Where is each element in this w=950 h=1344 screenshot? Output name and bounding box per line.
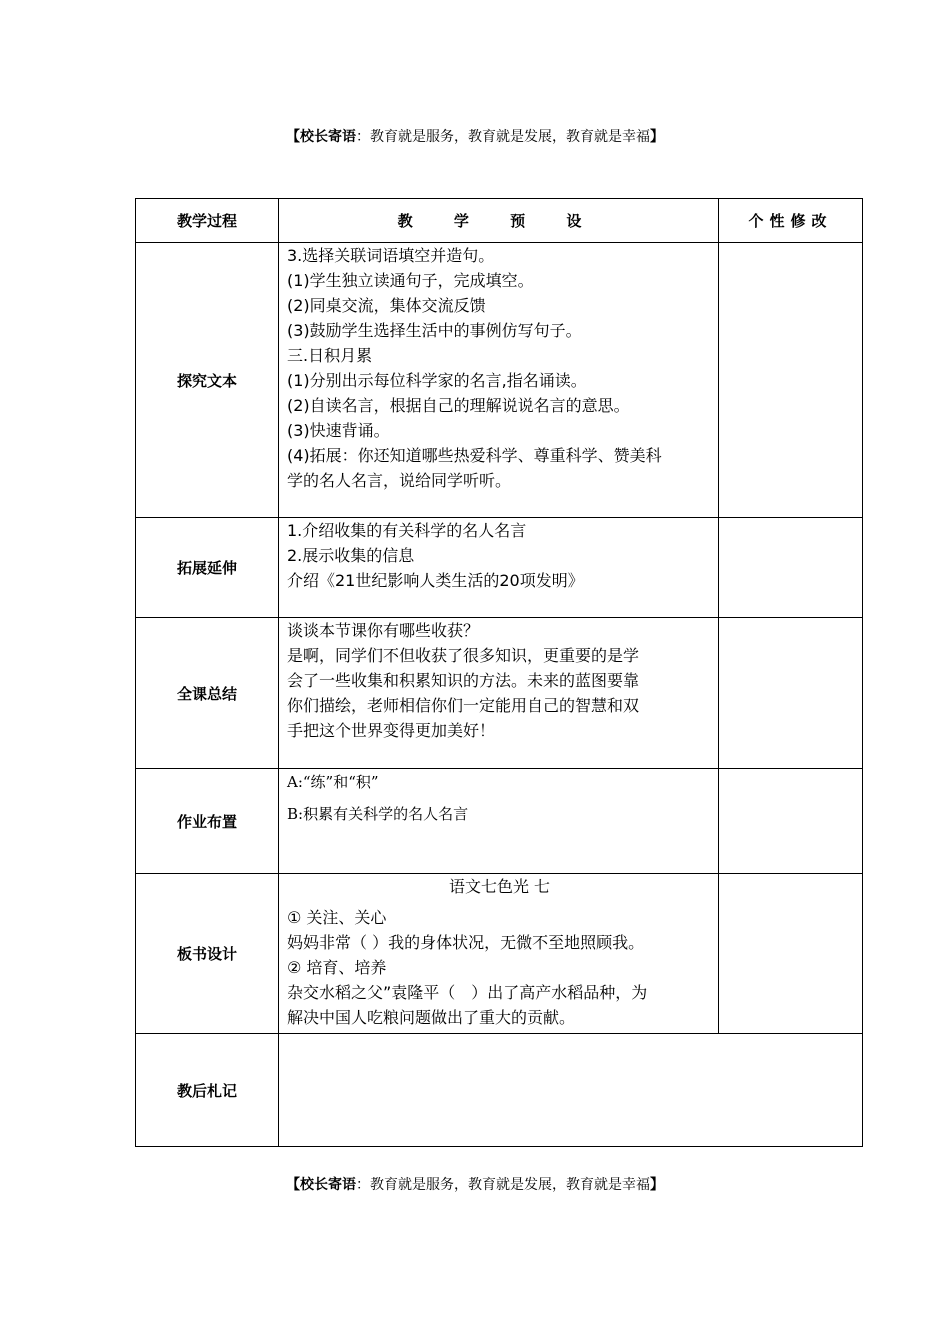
plan-line: 会了一些收集和积累知识的方法。未来的蓝图要靠 [287,671,640,690]
header-plan: 教 学 预 设 [279,199,719,243]
plan-cell [279,243,719,518]
stage-label: 作业布置 [136,769,279,874]
plan-line: 解决中国人吃粮问题做出了重大的贡献。 [287,1008,576,1027]
plan-line: (1)分别出示每位科学家的名言,指名诵读。 [287,371,587,390]
plan-line: 妈妈非常（ ）我的身体状况，无微不至地照顾我。 [287,933,645,952]
revision-cell[interactable] [719,874,863,1034]
plan-line: ② 培育、培养 [287,958,387,977]
plan-line: 介绍《21世纪影响人类生活的20项发明》 [287,571,584,590]
plan-cell [279,618,719,769]
plan-line: (1)学生独立读通句子，完成填空。 [287,271,534,290]
motto-bottom [0,1176,950,1194]
plan-line: (4)拓展：你还知道哪些热爱科学、尊重科学、赞美科 [287,446,662,465]
row-explore-text [136,243,863,518]
row-extension [136,518,863,618]
revision-cell[interactable] [719,518,863,618]
plan-line: (3)快速背诵。 [287,421,390,440]
plan-line: 3.选择关联词语填空并造句。 [287,246,495,265]
row-homework [136,769,863,874]
plan-line: (2)同桌交流，集体交流反馈 [287,296,486,315]
reflection-cell[interactable] [279,1034,863,1147]
header-row [136,199,863,243]
revision-cell[interactable] [719,769,863,874]
revision-cell[interactable] [719,243,863,518]
plan-line: 1.介绍收集的有关科学的名人名言 [287,521,527,540]
plan-line: 杂交水稻之父”袁隆平（ ）出了高产水稻品种，为 [287,983,648,1002]
plan-line: 你们描绘，老师相信你们一定能用自己的智慧和双 [287,696,640,715]
stage-label: 教后札记 [136,1034,279,1147]
plan-line: 2.展示收集的信息 [287,546,415,565]
board-title: 语文七色光 七 [448,877,551,896]
motto-top [0,128,950,146]
motto-text: ：教育就是服务，教育就是发展，教育就是幸福 [356,1177,650,1193]
plan-line: 学的名人名言，说给同学听听。 [287,471,512,490]
plan-cell [279,769,719,874]
plan-line: B:积累有关科学的名人名言 [287,805,469,823]
header-process: 教学过程 [136,199,279,243]
plan-cell [279,518,719,618]
header-revision: 个性修改 [719,199,863,243]
motto-text: ：教育就是服务，教育就是发展，教育就是幸福 [356,129,650,145]
plan-line: (3)鼓励学生选择生活中的事例仿写句子。 [287,321,582,340]
revision-cell[interactable] [719,618,863,769]
row-board-design [136,874,863,1034]
motto-end: 】 [650,1177,664,1193]
plan-line: 手把这个世界变得更加美好！ [287,721,496,740]
lesson-plan-table [135,198,863,1147]
motto-label: 【校长寄语 [286,129,356,145]
stage-label: 拓展延伸 [136,518,279,618]
motto-label: 【校长寄语 [286,1177,356,1193]
motto-end: 】 [650,129,664,145]
plan-line: ① 关注、关心 [287,908,387,927]
plan-line: (2)自读名言，根据自己的理解说说名言的意思。 [287,396,630,415]
plan-cell [279,874,719,1034]
stage-label: 探究文本 [136,243,279,518]
plan-line: 三.日积月累 [287,346,373,365]
plan-line: A:“练”和“积” [287,773,379,791]
plan-line: 谈谈本节课你有哪些收获？ [287,621,480,640]
stage-label: 板书设计 [136,874,279,1034]
row-reflection [136,1034,863,1147]
row-summary [136,618,863,769]
plan-line: 是啊，同学们不但收获了很多知识，更重要的是学 [287,646,640,665]
stage-label: 全课总结 [136,618,279,769]
